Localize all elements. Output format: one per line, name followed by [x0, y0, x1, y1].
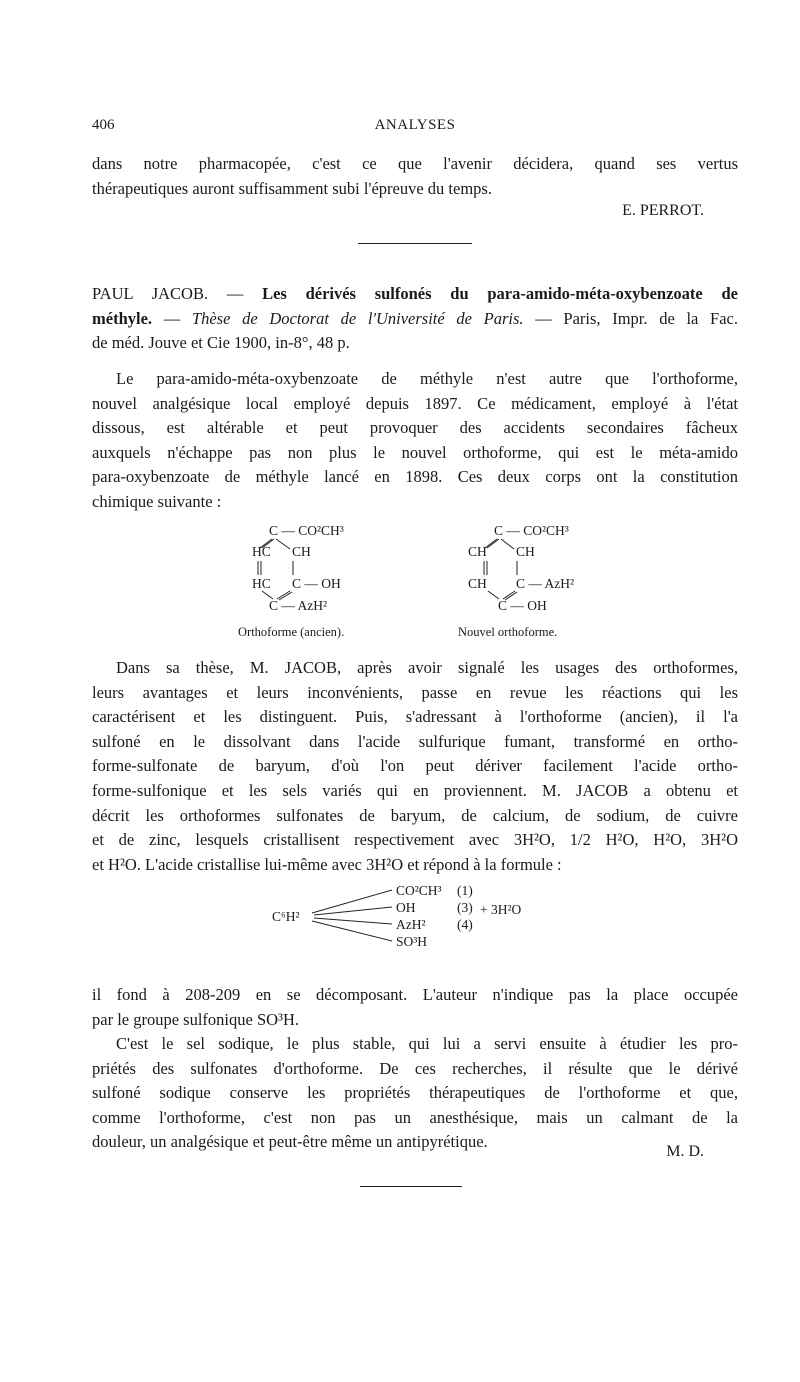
text-line: Le para-amido-méta-oxybenzoate de méthyle n'est autre que l'orthoforme, — [116, 369, 738, 388]
structure-caption-right: Nouvel orthoforme. — [458, 625, 558, 639]
structure-right-lower: C — AzH² — [516, 576, 575, 591]
text-line: comme l'orthoforme, c'est non pas un anesthésique, mais un calmant de la — [92, 1107, 738, 1127]
signature-perrot: E. PERROT. — [622, 202, 704, 219]
text-line: leurs avantages et leurs inconvénients, passe en revue les réactions qui les — [92, 682, 738, 702]
text-line: et H²O. L'acide cristallise lui-même avec 3H²O et répond à la formule : — [92, 854, 562, 874]
section-divider — [358, 243, 472, 244]
text-line: thérapeutiques auront suffisamment subi l'épreuve du temps. — [92, 178, 492, 198]
structure-bottom: C — OH — [498, 598, 547, 613]
formula-group: OH — [396, 900, 416, 915]
text-line: il fond à 208-209 en se décomposant. L'auteur n'indique pas la place occupée — [92, 985, 738, 1004]
formula-water: + 3H²O — [480, 902, 522, 917]
formula-base: C⁶H² — [272, 909, 300, 924]
text-line: dans notre pharmacopée, c'est ce que l'avenir décidera, quand ses vertus — [92, 154, 738, 173]
intro-paragraph — [92, 152, 738, 201]
article-title: Les dérivés sulfonés du para-amido-méta-oxybenzoate de — [262, 284, 738, 303]
formula-group: AzH² — [396, 917, 426, 932]
article-heading: PAUL JACOB. — Les dérivés sulfonés du para-amido-méta-oxybenzoate de méthyle. — Thèse de Doctorat de l'Université de Paris. — Paris, Impr. de la Fac. de méd. Jouve et Cie 1900, in-8°, 48 p. — [92, 282, 738, 356]
structure-top: C — CO²CH³ — [494, 523, 569, 538]
publication-details: de méd. Jouve et Cie 1900, in-8°, 48 p. — [92, 333, 350, 353]
formula-position: (3) — [457, 900, 473, 915]
text-line: par le groupe sulfonique SO³H. — [92, 1009, 300, 1029]
text-line: caractérisent et les distinguent. Puis, s'adressant à l'orthoforme (ancien), il l'a — [92, 707, 738, 727]
paragraph-4 — [92, 1032, 738, 1155]
end-divider — [360, 1186, 462, 1187]
structure-right-upper: CH — [516, 544, 535, 559]
text-line: para-oxybenzoate de méthyle lancé en 1898. Ces deux corps ont la constitution — [92, 467, 738, 487]
text-line: dissous, est altérable et peut provoquer des accidents secondaires fâcheux — [92, 418, 738, 438]
signature-md: M. D. — [666, 1143, 704, 1160]
formula-group: CO²CH³ — [396, 883, 442, 898]
text-line: décrit les orthoformes sulfonates de baryum, de calcium, de sodium, de cuivre — [92, 805, 738, 825]
structure-caption-left: Orthoforme (ancien). — [238, 625, 345, 639]
text-line: priétés des sulfonates d'orthoforme. De ces recherches, il résulte que le dérivé — [92, 1058, 738, 1078]
structure-orthoforme-ancien — [236, 522, 396, 642]
structure-right-lower: C — OH — [292, 576, 341, 591]
running-header — [92, 117, 738, 139]
sulfonic-acid-formula — [272, 880, 572, 960]
header-title: ANALYSES — [374, 117, 456, 133]
text-line: forme-sulfonate de baryum, d'où l'on peut dériver facilement l'acide ortho- — [92, 756, 738, 776]
paragraph-2 — [92, 656, 738, 877]
publisher-info: — Paris, Impr. de la Fac. — [535, 308, 739, 328]
text-line: et de zinc, lesquels cristallisent respectivement avec 3H²O, 1/2 H²O, H²O, 3H²O — [92, 830, 738, 850]
structure-left-lower: CH — [468, 576, 487, 591]
text-line: auxquels n'échappe pas non plus le nouvel orthoforme, qui est le méta-amido — [92, 442, 738, 462]
text-line: forme-sulfonique et les sels variés qui en proviennent. M. JACOB a obtenu et — [92, 780, 738, 800]
structure-left-upper: CH — [468, 544, 487, 559]
text-line: douleur, un analgésique et peut-être même un antipyrétique. — [92, 1132, 488, 1152]
article-title-end: méthyle. — [92, 308, 153, 328]
formula-position: (4) — [457, 917, 473, 932]
structure-top: C — CO²CH³ — [269, 523, 344, 538]
structure-bottom: C — AzH² — [269, 598, 328, 613]
paragraph-3 — [92, 983, 738, 1032]
thesis-reference: Thèse de Doctorat de l'Université de Paris. — [191, 308, 524, 328]
structure-nouvel-orthoforme — [458, 522, 644, 642]
author-name: PAUL JACOB. — [92, 284, 209, 303]
text-line: sulfoné sodique conserve les propriétés thérapeutiques de l'orthoforme et que, — [92, 1083, 738, 1103]
paragraph-1 — [92, 367, 738, 515]
structure-right-upper: CH — [292, 544, 311, 559]
formula-group: SO³H — [396, 934, 428, 949]
formula-bond-lines — [272, 880, 572, 960]
text-line: C'est le sel sodique, le plus stable, qui lui a servi ensuite à étudier les pro- — [116, 1034, 738, 1053]
formula-position: (1) — [457, 883, 473, 898]
text-line: chimique suivante : — [92, 491, 222, 511]
page-number: 406 — [92, 117, 115, 133]
text-line: nouvel analgésique local employé depuis 1897. Ce médicament, employé à l'état — [92, 393, 738, 413]
structure-left-lower: HC — [252, 576, 271, 591]
text-line: Dans sa thèse, M. JACOB, après avoir signalé les usages des orthoformes, — [116, 658, 738, 677]
text-line: sulfoné en le dissolvant dans l'acide sulfurique fumant, transformé en ortho- — [92, 731, 738, 751]
structure-left-upper: HC — [252, 544, 271, 559]
